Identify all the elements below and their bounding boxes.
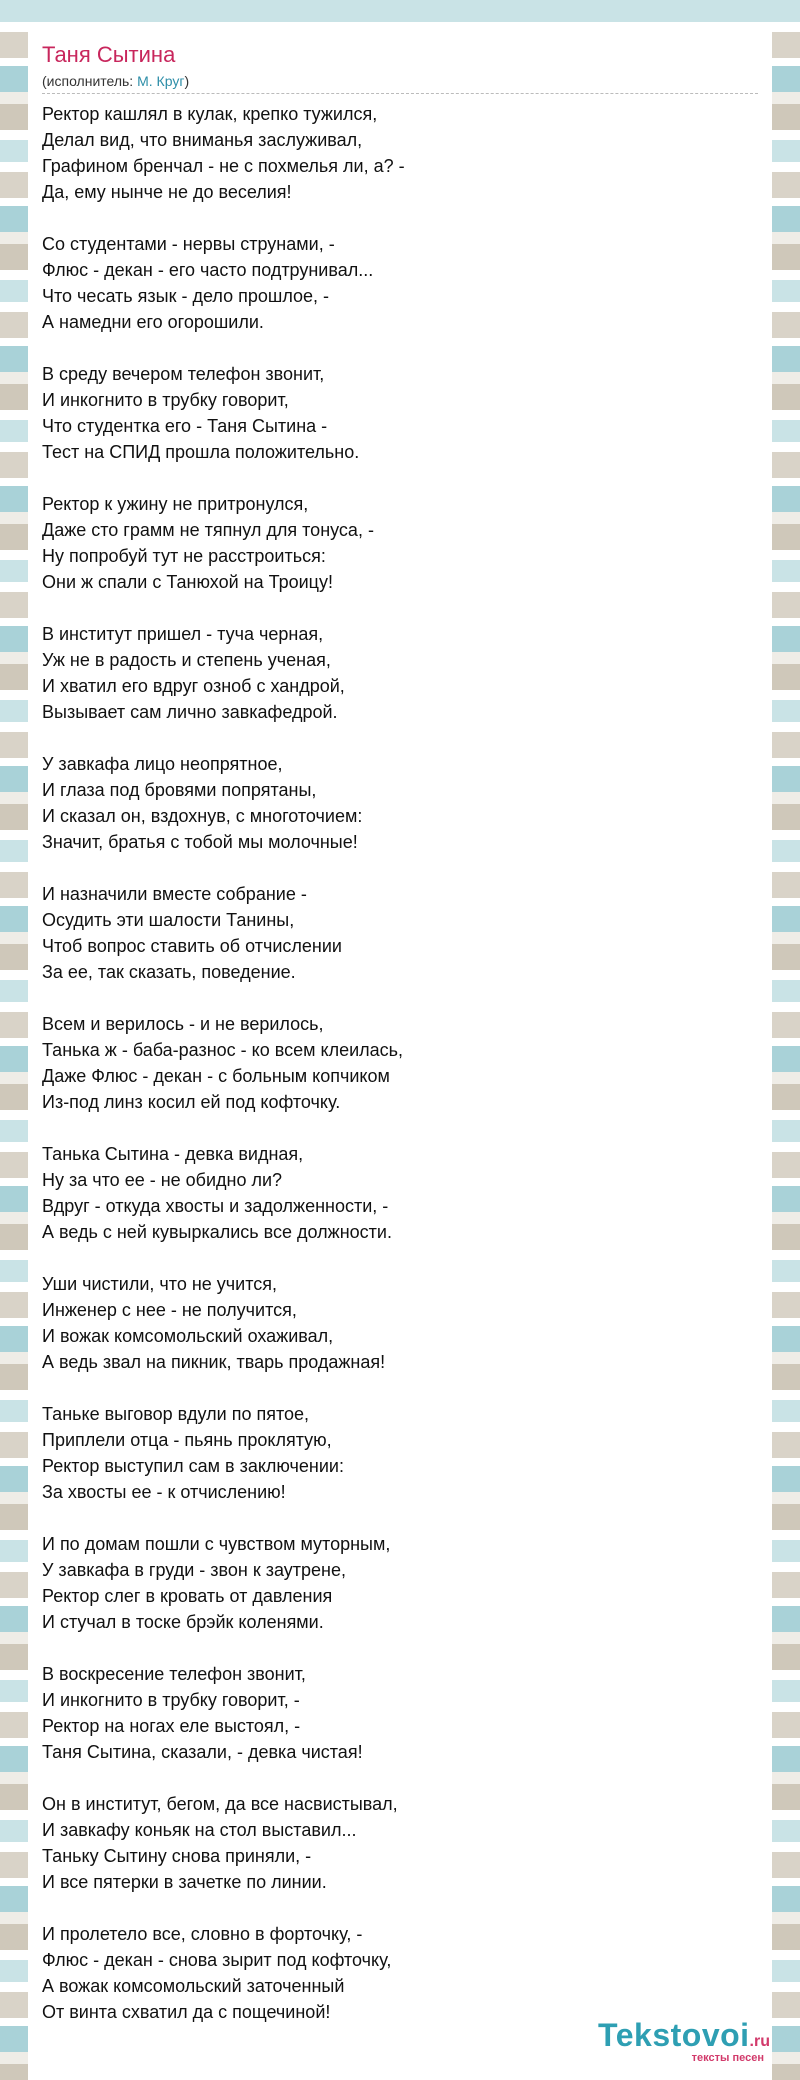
lyric-line: И глаза под бровями попрятаны, [42,780,317,800]
lyric-line: Приплели отца - пьянь проклятую, [42,1430,332,1450]
stanza [42,1661,758,1765]
lyrics-card [28,30,772,2080]
logo-wordmark: Tekstovoi [598,2017,750,2053]
lyric-line: И стучал в тоске брэйк коленями. [42,1612,324,1632]
stanza [42,1401,758,1505]
lyric-line: И завкафу коньяк на стол выставил... [42,1820,357,1840]
lyric-line: Осудить эти шалости Танины, [42,910,295,930]
lyric-line: Уши чистили, что не учится, [42,1274,278,1294]
lyric-line: В среду вечером телефон звонит, [42,364,325,384]
stanza [42,101,758,205]
lyric-line: Тест на СПИД прошла положительно. [42,442,360,462]
lyric-line: Со студентами - нервы струнами, - [42,234,335,254]
lyric-line: А ведь звал на пикник, тварь продажная! [42,1352,386,1372]
stanza [42,1141,758,1245]
lyric-line: Они ж спали с Танюхой на Троицу! [42,572,333,592]
lyric-line: Ну за что ее - не обидно ли? [42,1170,283,1190]
lyric-line: Танька ж - баба-разнос - ко всем клеилась, [42,1040,404,1060]
lyric-line: Он в институт, бегом, да все насвистывал, [42,1794,398,1814]
performer-link[interactable]: М. Круг [137,73,185,89]
lyric-line: И по домам пошли с чувством муторным, [42,1534,391,1554]
lyric-line: Что студентка его - Таня Сытина - [42,416,328,436]
stanza [42,361,758,465]
lyric-line: У завкафа в груди - звон к заутрене, [42,1560,346,1580]
logo-tagline: тексты песен [691,2052,764,2064]
stanza [42,231,758,335]
lyric-line: Ректор кашлял в кулак, крепко тужился, [42,104,378,124]
lyric-line: Ректор слег в кровать от давления [42,1586,333,1606]
lyric-line: Из-под линз косил ей под кофточку. [42,1092,341,1112]
lyric-line: Инженер с нее - не получится, [42,1300,297,1320]
lyric-line: И вожак комсомольский охаживал, [42,1326,334,1346]
lyric-line: Да, ему нынче не до веселия! [42,182,292,202]
song-title: Таня Сытина [42,42,176,67]
performer-suffix: ) [184,73,190,89]
stanza [42,1271,758,1375]
lyric-line: У завкафа лицо неопрятное, [42,754,283,774]
lyric-line: И пролетело все, словно в форточку, - [42,1924,363,1944]
lyric-line: А намедни его огорошили. [42,312,264,332]
stanza [42,1531,758,1635]
stanza [42,751,758,855]
lyrics-body [42,101,758,2051]
lyric-line: И хватил его вдруг озноб с хандрой, [42,676,345,696]
lyric-line: И все пятерки в зачетке по линии. [42,1872,327,1892]
lyric-line: Всем и верилось - и не верилось, [42,1014,324,1034]
lyric-line: Чтоб вопрос ставить об отчислении [42,936,342,956]
lyric-line: Ректор на ногах еле выстоял, - [42,1716,301,1736]
stanza [42,1011,758,1115]
lyric-line: В воскресение телефон звонит, [42,1664,306,1684]
lyric-line: Танька Сытина - девка видная, [42,1144,304,1164]
lyric-line: Таня Сытина, сказали, - девка чистая! [42,1742,363,1762]
site-logo[interactable] [560,2018,770,2068]
lyric-line: Ну попробуй тут не расстроиться: [42,546,326,566]
lyric-line: Вдруг - откуда хвосты и задолженности, - [42,1196,389,1216]
lyric-line: В институт пришел - туча черная, [42,624,324,644]
lyric-line: Флюс - декан - снова зырит под кофточку, [42,1950,392,1970]
lyric-line: И назначили вместе собрание - [42,884,307,904]
lyric-line: Даже Флюс - декан - с больным копчиком [42,1066,390,1086]
lyric-line: За ее, так сказать, поведение. [42,962,296,982]
stanza [42,1921,758,2025]
lyric-line: От винта схватил да с пощечиной! [42,2002,331,2022]
performer-line [42,72,189,90]
lyric-line: Таньке выговор вдули по пятое, [42,1404,310,1424]
lyric-line: Делал вид, что вниманья заслуживал, [42,130,363,150]
lyric-line: Ректор к ужину не притронулся, [42,494,309,514]
stanza [42,621,758,725]
logo-tld: .ru [749,2033,770,2050]
lyric-line: Даже сто грамм не тяпнул для тонуса, - [42,520,374,540]
lyric-line: И инкогнито в трубку говорит, - [42,1690,300,1710]
lyric-line: За хвосты ее - к отчислению! [42,1482,286,1502]
lyric-line: А вожак комсомольский заточенный [42,1976,345,1996]
stanza [42,881,758,985]
lyric-line: И сказал он, вздохнув, с многоточием: [42,806,363,826]
lyric-line: И инкогнито в трубку говорит, [42,390,289,410]
stanza [42,491,758,595]
stanza [42,1791,758,1895]
lyric-line: Графином бренчал - не с похмелья ли, а? - [42,156,405,176]
performer-prefix: (исполнитель: [42,73,138,89]
lyric-line: Вызывает сам лично завкафедрой. [42,702,338,722]
lyric-line: Флюс - декан - его часто подтрунивал... [42,260,374,280]
header-divider [42,93,758,94]
lyric-line: Таньку Сытину снова приняли, - [42,1846,312,1866]
lyric-line: Уж не в радость и степень ученая, [42,650,331,670]
lyric-line: Что чесать язык - дело прошлое, - [42,286,330,306]
lyric-line: А ведь с ней кувыркались все должности. [42,1222,392,1242]
lyric-line: Значит, братья с тобой мы молочные! [42,832,358,852]
lyric-line: Ректор выступил сам в заключении: [42,1456,344,1476]
